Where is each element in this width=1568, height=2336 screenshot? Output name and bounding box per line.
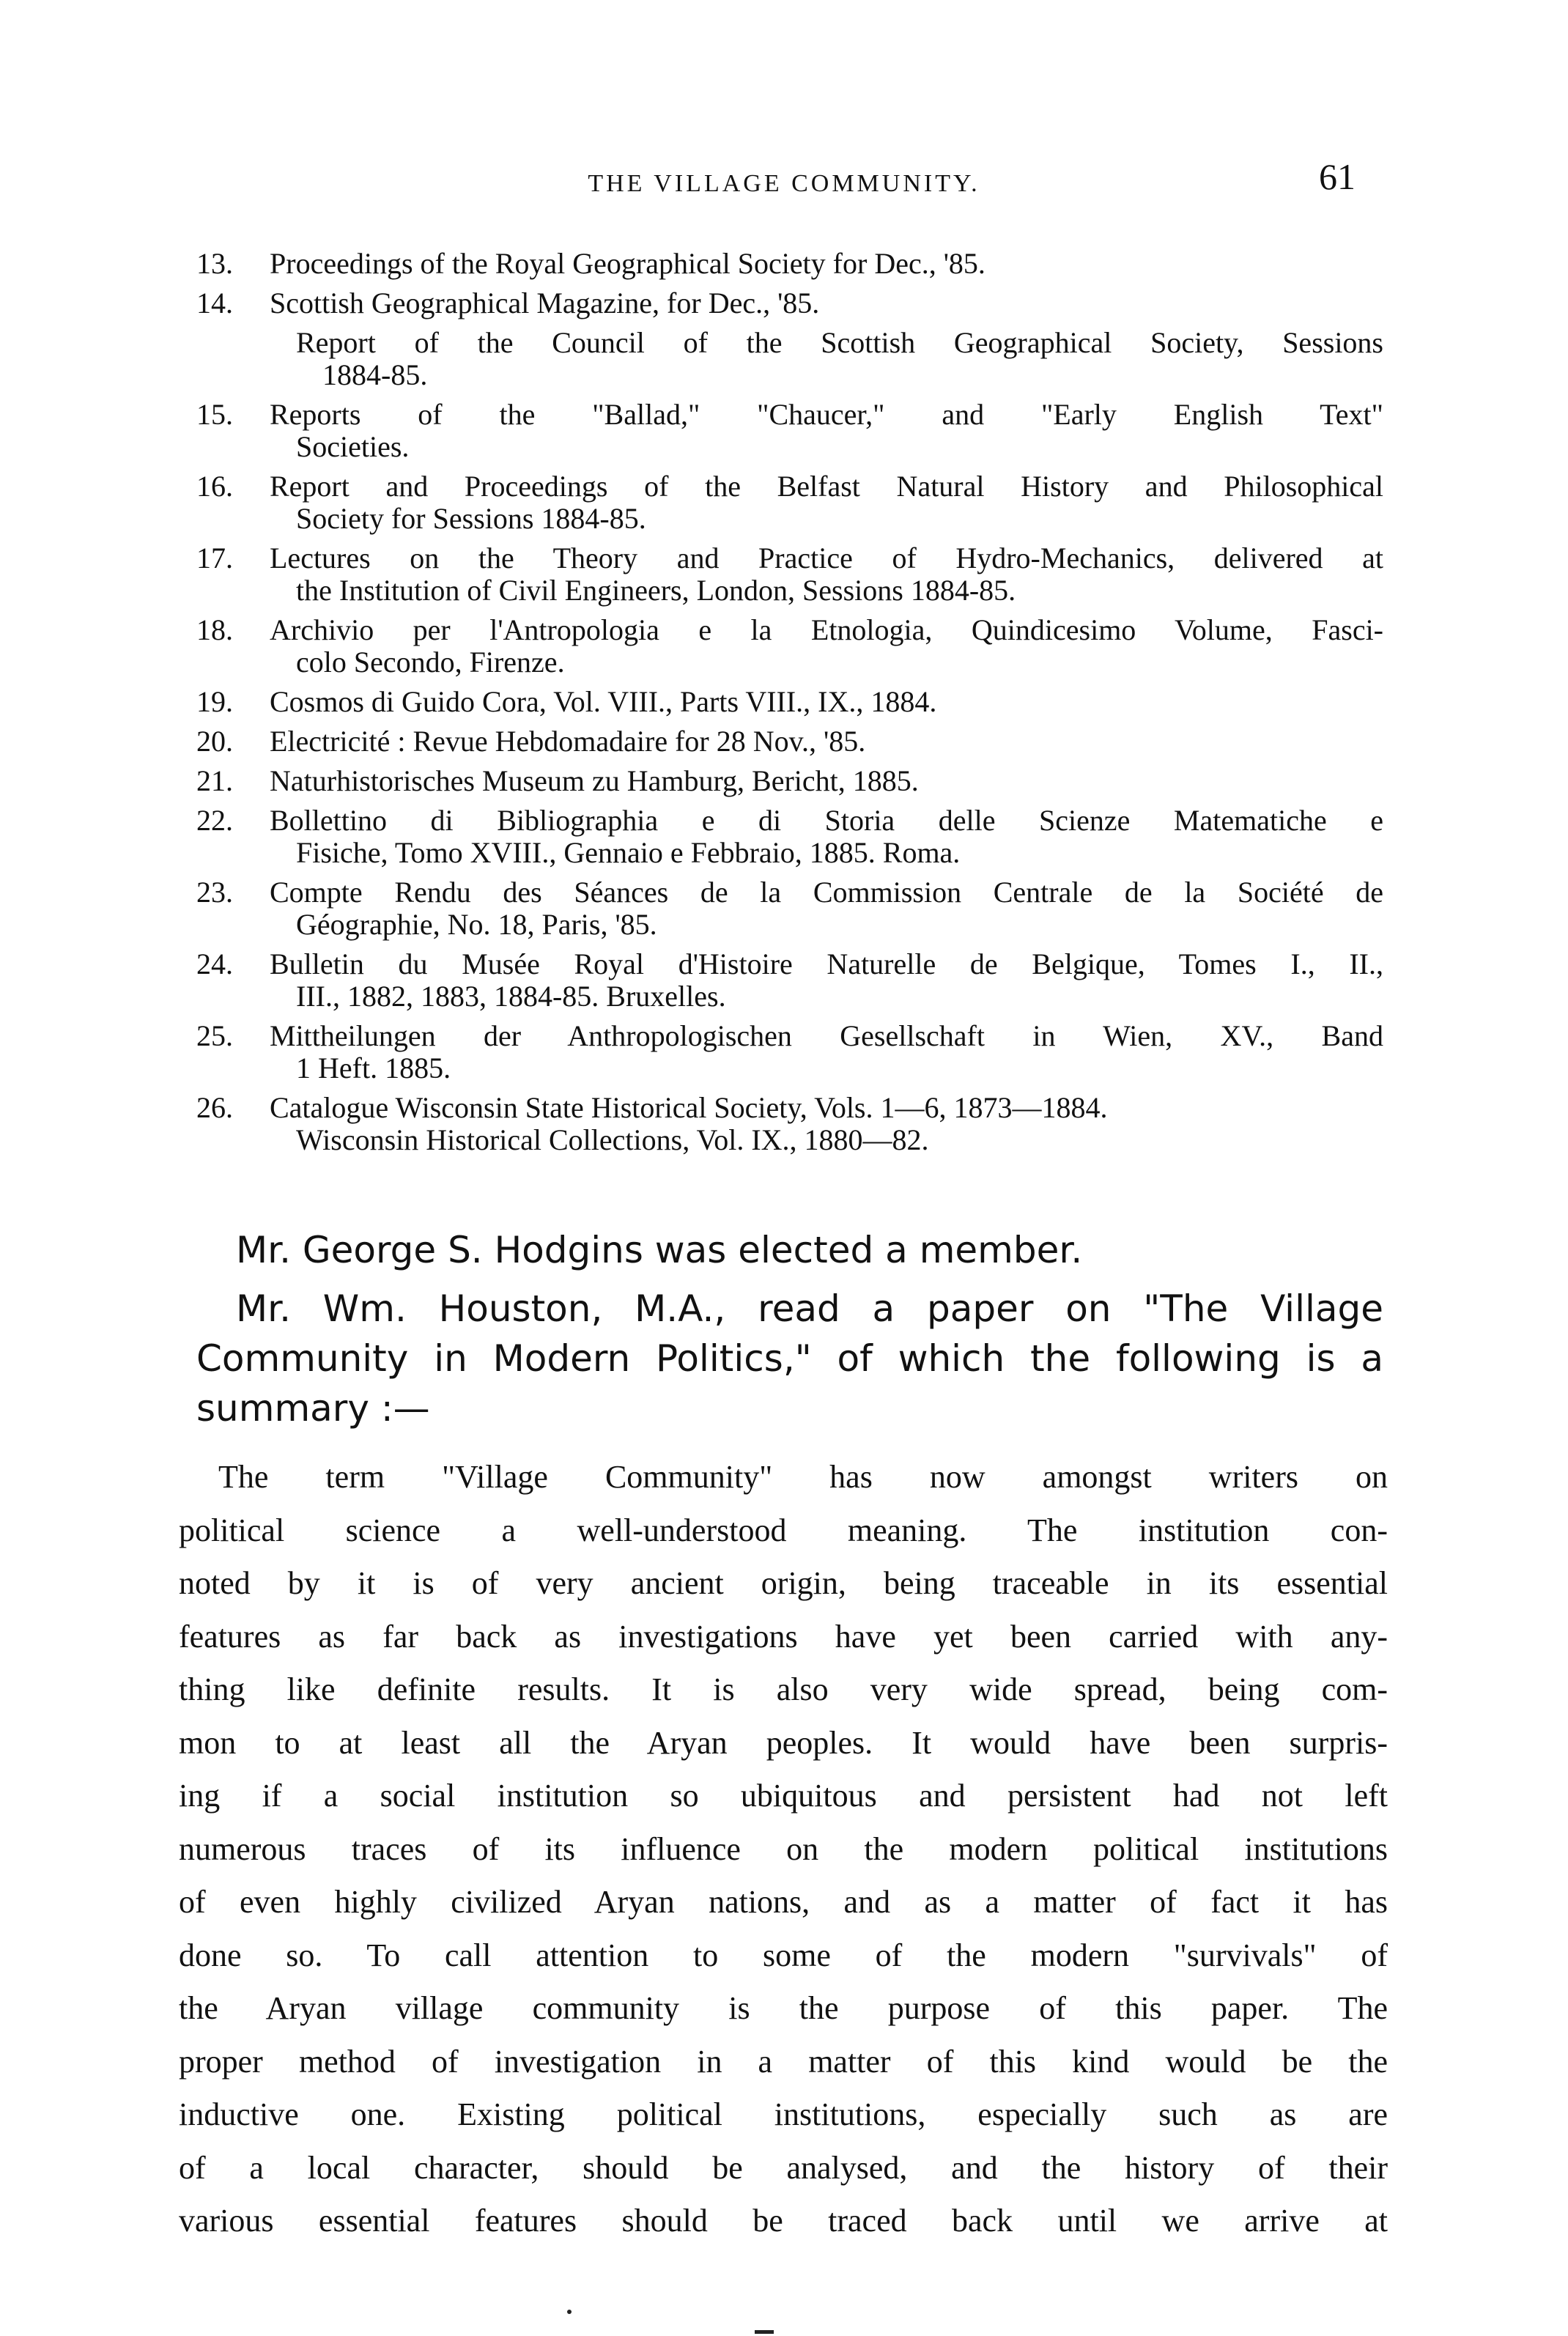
list-item bbox=[196, 725, 1383, 758]
list-item-text: Electricité : Revue Hebdomadaire for 28 Nov., '85. bbox=[270, 725, 866, 758]
list-item-number: 17. bbox=[196, 542, 233, 574]
list-item-text: Report of the Council of the Scottish Geographical Society, Sessions bbox=[296, 326, 1383, 359]
list-item-number: 19. bbox=[196, 685, 233, 718]
page-number: 61 bbox=[1319, 156, 1356, 197]
list-item bbox=[196, 470, 1383, 535]
list-item-text: Naturhistorisches Museum zu Hamburg, Bericht, 1885. bbox=[270, 764, 919, 797]
list-item bbox=[196, 948, 1383, 1013]
announcement-paragraph bbox=[196, 1225, 1383, 1275]
list-item-number: 18. bbox=[196, 613, 233, 646]
list-item bbox=[196, 399, 1383, 463]
list-item bbox=[196, 1020, 1383, 1084]
list-item-text: Societies. bbox=[296, 430, 410, 463]
body-line: noted by it is of very ancient origin, being traceable in its essential bbox=[179, 1565, 1388, 1601]
body-line: of even highly civilized Aryan nations, and as a matter of fact it has bbox=[179, 1884, 1388, 1920]
body-line: The term "Village Community" has now amongst writers on bbox=[218, 1459, 1388, 1495]
list-item bbox=[196, 542, 1383, 607]
list-item-text: the Institution of Civil Engineers, London, Sessions 1884-85. bbox=[296, 574, 1016, 607]
paper-intro-line: Mr. Wm. Houston, M.A., read a paper on "The Village bbox=[236, 1287, 1383, 1330]
paper-intro-line: Community in Modern Politics," of which the following is a bbox=[196, 1337, 1383, 1380]
summary-paragraph bbox=[179, 1451, 1388, 2248]
list-item bbox=[196, 614, 1383, 679]
list-item-text: Archivio per l'Antropologia e la Etnologia, Quindicesimo Volume, Fasci- bbox=[270, 613, 1383, 646]
body-line: of a local character, should be analysed, and the history of their bbox=[179, 2149, 1388, 2186]
running-head: THE VILLAGE COMMUNITY. bbox=[588, 170, 980, 197]
list-item-number: 22. bbox=[196, 804, 233, 837]
list-item bbox=[196, 1092, 1383, 1156]
list-item bbox=[196, 765, 1383, 797]
body-line: ing if a social institution so ubiquitous and persistent had not left bbox=[179, 1778, 1388, 1814]
list-item-text: Cosmos di Guido Cora, Vol. VIII., Parts VIII., IX., 1884. bbox=[270, 685, 937, 718]
list-item-text: Report and Proceedings of the Belfast Natural History and Philosophical bbox=[270, 470, 1383, 503]
list-item-number: 21. bbox=[196, 764, 233, 797]
publications-list bbox=[196, 248, 1383, 1164]
list-subitem bbox=[196, 327, 1383, 391]
list-item bbox=[196, 876, 1383, 941]
list-item-text: Scottish Geographical Magazine, for Dec., '85. bbox=[270, 287, 820, 319]
list-item-number: 23. bbox=[196, 876, 233, 909]
list-item-number: 26. bbox=[196, 1091, 233, 1124]
list-item-number: 14. bbox=[196, 287, 233, 319]
list-item-text: 1 Heft. 1885. bbox=[296, 1051, 451, 1084]
list-item-number: 13. bbox=[196, 247, 233, 280]
list-item-text: Reports of the "Ballad," "Chaucer," and "Early English Text" bbox=[270, 398, 1383, 431]
list-item-text: Mittheilungen der Anthropologischen Gesellschaft in Wien, XV., Band bbox=[270, 1019, 1383, 1052]
list-item bbox=[196, 248, 1383, 280]
list-item-text: 1884-85. bbox=[322, 358, 428, 391]
paper-intro-line: summary :— bbox=[196, 1387, 430, 1430]
paper-intro-paragraph bbox=[196, 1284, 1383, 1433]
list-item-text: Lectures on the Theory and Practice of Hydro-Mechanics, delivered at bbox=[270, 542, 1383, 574]
list-item-number: 16. bbox=[196, 470, 233, 503]
list-item bbox=[196, 287, 1383, 319]
list-item-number: 24. bbox=[196, 947, 233, 980]
body-line: features as far back as investigations have yet been carried with any- bbox=[179, 1618, 1388, 1655]
list-item-text: Catalogue Wisconsin State Historical Society, Vols. 1—6, 1873—1884. bbox=[270, 1091, 1108, 1124]
list-item-number: 25. bbox=[196, 1019, 233, 1052]
scan-speck bbox=[567, 2310, 572, 2314]
list-item-number: 15. bbox=[196, 398, 233, 431]
list-item-text: colo Secondo, Firenze. bbox=[296, 646, 565, 679]
list-item-text: Bollettino di Bibliographia e di Storia delle Scienze Matematiche e bbox=[270, 804, 1383, 837]
list-item-text: Proceedings of the Royal Geographical Society for Dec., '85. bbox=[270, 247, 985, 280]
body-line: mon to at least all the Aryan peoples. It would have been surpris- bbox=[179, 1724, 1388, 1761]
announcement-text: Mr. George S. Hodgins was elected a member. bbox=[236, 1229, 1083, 1271]
body-line: numerous traces of its influence on the modern political institutions bbox=[179, 1830, 1388, 1867]
body-line: the Aryan village community is the purpose of this paper. The bbox=[179, 1990, 1388, 2026]
body-line: various essential features should be traced back until we arrive at bbox=[179, 2203, 1388, 2239]
list-item bbox=[196, 805, 1383, 869]
list-item-text: Society for Sessions 1884-85. bbox=[296, 502, 646, 535]
list-item-text: Wisconsin Historical Collections, Vol. IX., 1880—82. bbox=[296, 1123, 929, 1156]
list-item-number: 20. bbox=[196, 725, 233, 758]
list-item-text: Bulletin du Musée Royal d'Histoire Naturelle de Belgique, Tomes I., II., bbox=[270, 947, 1383, 980]
list-item-text: Compte Rendu des Séances de la Commission Centrale de la Société de bbox=[270, 876, 1383, 909]
list-item-text: III., 1882, 1883, 1884-85. Bruxelles. bbox=[296, 980, 726, 1013]
list-item-text: Fisiche, Tomo XVIII., Gennaio e Febbraio, 1885. Roma. bbox=[296, 836, 961, 869]
body-line: inductive one. Existing political institutions, especially such as are bbox=[179, 2096, 1388, 2132]
list-item bbox=[196, 686, 1383, 718]
scan-speck bbox=[755, 2330, 774, 2334]
list-item-text: Géographie, No. 18, Paris, '85. bbox=[296, 908, 657, 941]
body-line: done so. To call attention to some of the modern "survivals" of bbox=[179, 1937, 1388, 1973]
body-line: political science a well-understood meaning. The institution con- bbox=[179, 1512, 1388, 1548]
body-line: proper method of investigation in a matter of this kind would be the bbox=[179, 2043, 1388, 2080]
body-line: thing like definite results. It is also very wide spread, being com- bbox=[179, 1671, 1388, 1707]
